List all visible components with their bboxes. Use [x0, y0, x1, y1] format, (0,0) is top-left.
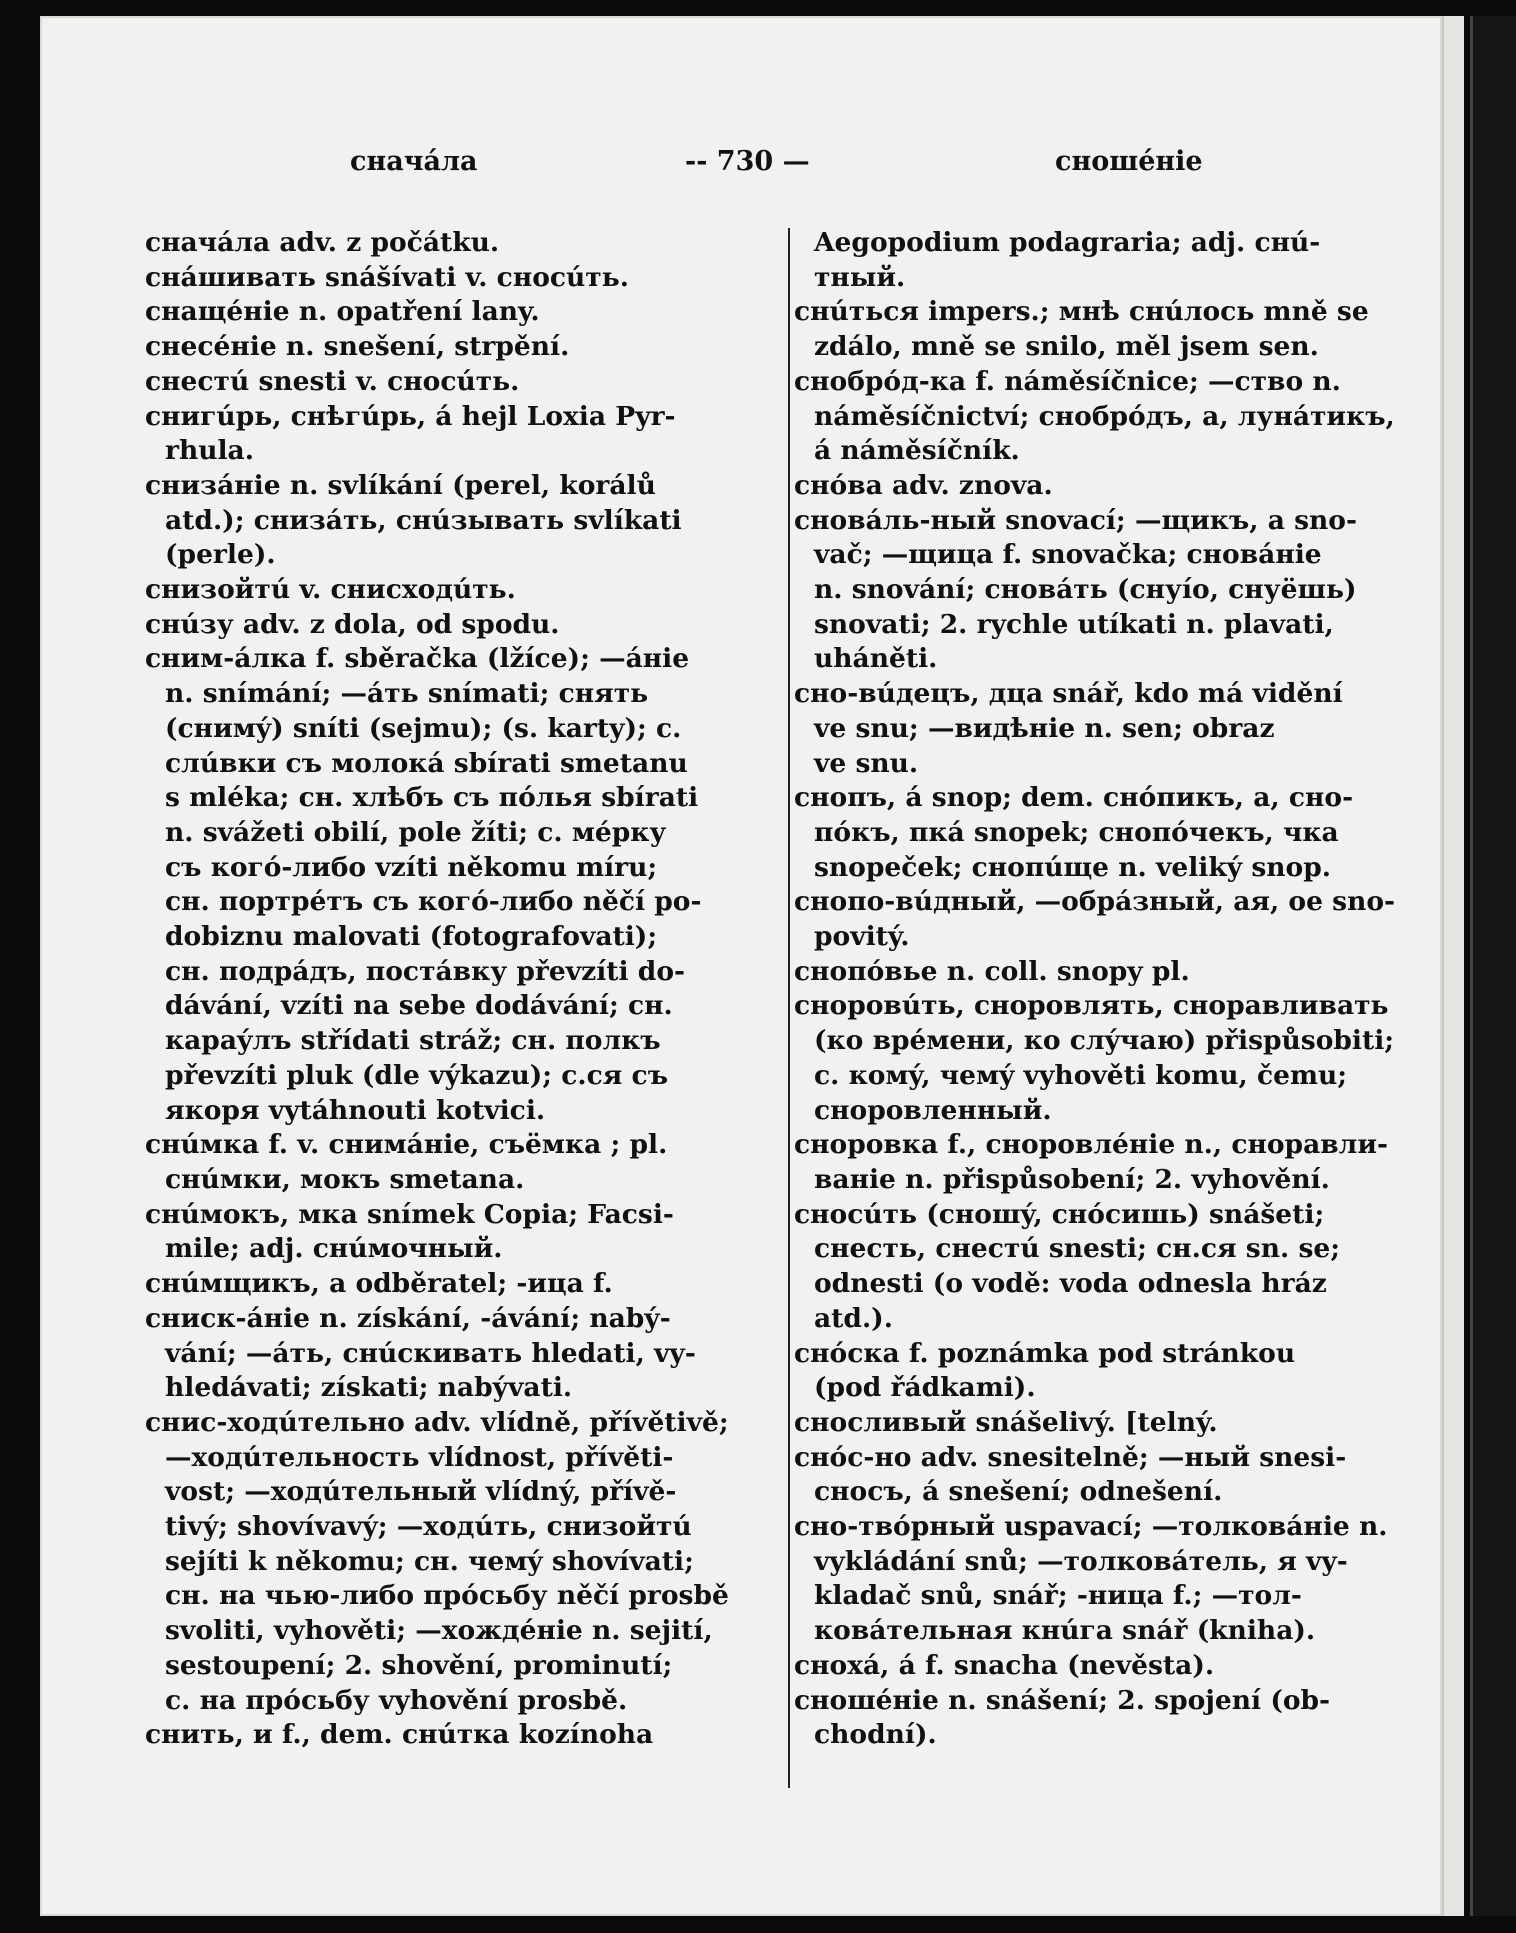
dictionary-line: ковáтельная кнúга snář (kniha).	[814, 1615, 1316, 1647]
page-number: -- 730 —	[685, 146, 810, 177]
dictionary-line: mile; adj. снúмочный.	[165, 1233, 503, 1265]
dictionary-line: снащéніе n. opatření lany.	[145, 296, 540, 328]
dictionary-line: vání; —áть, снúскивать hledati, vy-	[165, 1337, 696, 1369]
dictionary-line: сноровка f., сноровлéніе n., сноравли-	[794, 1129, 1389, 1161]
dictionary-line: c. комý, чемý vyhověti komu, čemu;	[814, 1059, 1348, 1091]
dictionary-line: сн. портрéтъ съ когó-либо něčí po-	[165, 886, 702, 918]
dictionary-line: снóска f. poznámka pod stránkou	[794, 1337, 1296, 1369]
dictionary-line: снúмокъ, мка snímek Copia; Facsi-	[145, 1198, 674, 1230]
dictionary-line: снóс-но adv. snesitelně; —ный snesi-	[794, 1441, 1347, 1473]
dictionary-line: снить, и f., dem. снúтка kozínoha	[145, 1719, 654, 1751]
dictionary-line: rhula.	[165, 435, 254, 467]
dictionary-line: с. на прóсьбу vyhovění prosbě.	[165, 1684, 628, 1716]
left-guide-word: сначáла	[350, 146, 478, 177]
dictionary-line: сно-вúдецъ, дца snář, kdo má vidění	[794, 678, 1343, 710]
dictionary-line: сно-твóрный uspavací; —толковáніе n.	[794, 1511, 1388, 1543]
dictionary-line: снизойтú v. снисходúть.	[145, 574, 516, 606]
dictionary-line: сн. подрáдъ, постáвку převzíti do-	[165, 955, 685, 987]
dictionary-line: n. snímání; —áть snímati; снять	[165, 678, 649, 710]
dictionary-line: якоря vytáhnouti kotvici.	[165, 1094, 546, 1126]
dictionary-line: снигúрь, снѣгúрь, á hejl Loxia Pyr-	[145, 400, 676, 432]
dictionary-line: сносливый snášelivý. [telný.	[794, 1406, 1218, 1438]
dictionary-line: atd.); снизáть, снúзывать svlíkati	[165, 504, 682, 536]
dictionary-line: снесть, снестú snesti; сн.ся sn. se;	[814, 1233, 1341, 1265]
dictionary-line: сносъ, á snešení; odnešení.	[814, 1476, 1223, 1508]
dictionary-line: сначáла adv. z počátku.	[145, 227, 500, 258]
dictionary-line: снúться impers.; мнѣ снúлось mně se	[794, 296, 1369, 328]
dictionary-line: снис-ходúтельно adv. vlídně, přívětivě;	[145, 1406, 729, 1438]
dictionary-line: vost; —ходúтельный vlídný, přívě-	[165, 1476, 677, 1508]
dictionary-line: odnesti (o vodě: voda odnesla hráz	[814, 1268, 1327, 1300]
dictionary-line: atd.).	[814, 1302, 893, 1334]
dictionary-line: снúмки, мокъ smetana.	[165, 1163, 525, 1195]
dictionary-line: пóкъ, пкá snopek; снопóчекъ, чка	[814, 816, 1339, 848]
dictionary-line: ve snu; —видѣніе n. sen; obraz	[814, 712, 1275, 744]
dictionary-line: снúмка f. v. снимáніе, съёмка ; pl.	[145, 1129, 668, 1161]
dictionary-line: съ когó-либо vzíti někomu míru;	[165, 851, 658, 883]
dictionary-line: сним-áлка f. sběračka (lžíce); —áніе	[145, 643, 690, 675]
dictionary-line: сноровúть, сноровлять, сноравливать	[794, 990, 1389, 1022]
dictionary-line: снóва adv. znova.	[794, 469, 1053, 501]
dictionary-line: (ко врéмени, ко слýчаю) přispůsobiti;	[814, 1025, 1395, 1057]
left-column	[145, 226, 785, 1753]
dictionary-page	[40, 16, 1442, 1916]
dictionary-line: hledávati; získati; nabývati.	[165, 1372, 573, 1404]
dictionary-line: снúмщикъ, a odběratel; -ица f.	[145, 1268, 613, 1300]
dictionary-line: n. snování; сновáть (снуíо, снуёшь)	[814, 574, 1357, 606]
dictionary-line: снобрóд-ка f. náměsíčnice; —ство n.	[794, 365, 1341, 397]
dictionary-line: snopeček; снопúще n. veliký snop.	[814, 851, 1331, 883]
dictionary-line: vykládání snů; —толковáтель, я vy-	[814, 1545, 1348, 1577]
dictionary-line: снопо-вúдный, —обрáзный, ая, ое sno-	[794, 886, 1396, 918]
scanner-background	[1470, 16, 1516, 1916]
dictionary-line: sejíti k někomu; сн. чемý shovívati;	[165, 1545, 694, 1577]
dictionary-line: сн. на чью-либо прóсьбу něčí prosbě	[165, 1580, 729, 1612]
dictionary-line: снопъ, á snop; dem. снóпикъ, a, сно-	[794, 782, 1354, 814]
dictionary-line: uháněti.	[814, 643, 938, 675]
dictionary-line: сновáль-ный snovací; —щикъ, a sno-	[794, 504, 1357, 536]
dictionary-line: (perle).	[165, 539, 276, 571]
column-divider	[788, 228, 790, 1788]
dictionary-line: snovati; 2. rychle utíkati n. plavati,	[814, 608, 1334, 640]
dictionary-line: sestoupení; 2. shovění, prominutí;	[165, 1649, 673, 1681]
dictionary-line: сниск-áніе n. získání, -ávání; nabý-	[145, 1302, 671, 1334]
dictionary-line: снесéніе n. snešení, strpění.	[145, 331, 570, 363]
dictionary-line: svoliti, vyhověti; —хождéніе n. sejití,	[165, 1615, 713, 1647]
dictionary-line: povitý.	[814, 921, 910, 953]
dictionary-line: (снимý) sníti (sejmu); (s. karty); c.	[165, 712, 682, 744]
dictionary-line: сносúть (сношý, снóсишь) snášeti;	[794, 1198, 1325, 1230]
dictionary-line: vač; —щица f. snovačka; сновáніе	[814, 539, 1322, 571]
dictionary-line: s mléka; сн. хлѣбъ съ пóлья sbírati	[165, 782, 699, 814]
dictionary-line: náměsíčnictví; снобрóдъ, a, лунáтикъ,	[814, 400, 1395, 432]
dictionary-line: převzíti pluk (dle výkazu); с.ся съ	[165, 1059, 669, 1091]
dictionary-line: n. svážeti obilí, pole žíti; c. мéрку	[165, 816, 667, 848]
dictionary-line: снопóвье n. coll. snopy pl.	[794, 955, 1190, 987]
dictionary-line: караýлъ střídati stráž; сн. полкъ	[165, 1025, 661, 1057]
dictionary-line: á náměsíčník.	[814, 435, 1020, 467]
dictionary-line: Aegopodium podagraria; adj. снú-	[814, 227, 1321, 258]
dictionary-line: сношéніе n. snášení; 2. spojení (ob-	[794, 1684, 1331, 1716]
dictionary-line: dávání, vzíti na sebe dodávání; сн.	[165, 990, 673, 1022]
dictionary-line: chodní).	[814, 1719, 937, 1751]
dictionary-line: снизáніе n. svlíkání (perel, korálů	[145, 469, 656, 501]
dictionary-line: снúзу adv. z dola, od spodu.	[145, 608, 560, 640]
dictionary-line: (pod řádkami).	[814, 1372, 1036, 1404]
right-guide-word: сношéніе	[1055, 146, 1203, 177]
dictionary-line: kladač snů, snář; -ница f.; —тол-	[814, 1580, 1302, 1612]
dictionary-line: снáшивать snášívati v. сносúть.	[145, 261, 629, 293]
dictionary-line: zdálo, mně se snilo, měl jsem sen.	[814, 331, 1319, 363]
dictionary-line: ваніе n. přispůsobení; 2. vyhovění.	[814, 1163, 1330, 1195]
dictionary-line: сноровленный.	[814, 1094, 1052, 1126]
dictionary-line: dobiznu malovati (fotografovati);	[165, 921, 658, 953]
dictionary-line: tivý; shovívavý; —ходúть, снизойтú	[165, 1511, 692, 1543]
adjacent-page-edge	[1442, 16, 1464, 1916]
right-column	[794, 226, 1444, 1753]
dictionary-line: слúвки съ молокá sbírati smetanu	[165, 747, 688, 779]
dictionary-line: ve snu.	[814, 747, 919, 779]
dictionary-line: снестú snesti v. сносúть.	[145, 365, 520, 397]
dictionary-line: —ходúтельность vlídnost, přívěti-	[165, 1441, 674, 1473]
dictionary-line: тный.	[814, 261, 906, 293]
dictionary-line: снохá, á f. snacha (nevěsta).	[794, 1649, 1215, 1681]
